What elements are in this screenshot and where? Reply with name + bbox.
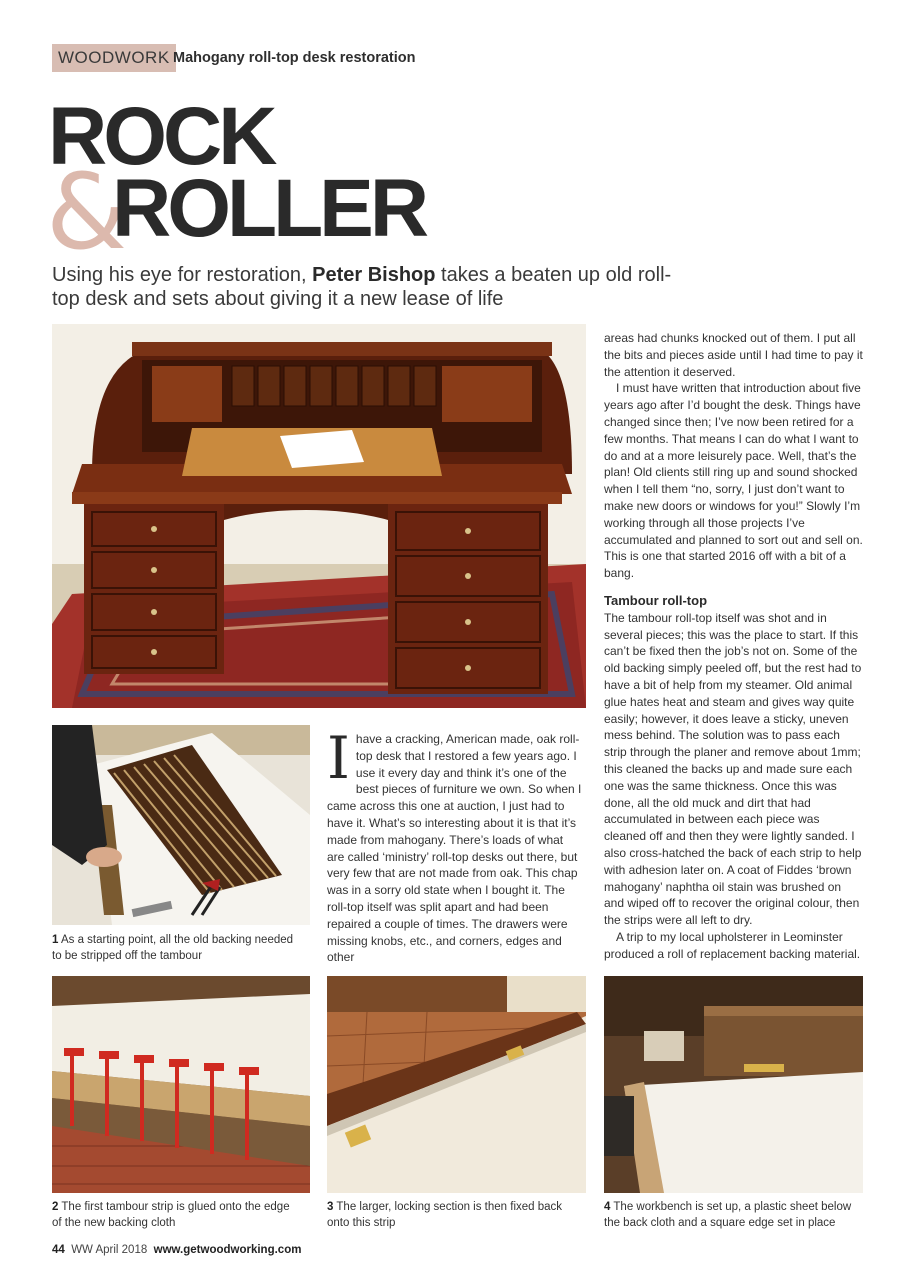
standfirst-after: takes a beaten up old roll-top desk and sets about giving it a new lease of life [52, 264, 672, 310]
photo-3-illustration [327, 976, 586, 1193]
headline-line-2: ROLLER [112, 163, 426, 254]
body-paragraph-1: areas had chunks knocked out of them. I put all the bits and pieces aside until I had time to pay it the attention it deserved. [604, 331, 863, 379]
standfirst-author: Peter Bishop [312, 264, 436, 286]
photo-1-illustration [52, 725, 310, 925]
caption-2-text: The first tambour strip is glued onto the edge of the new backing cloth [52, 1201, 290, 1229]
body-paragraph-4: A trip to my local upholsterer in Leominster produced a roll of replacement backing material. [604, 929, 861, 961]
caption-4-text: The workbench is set up, a plastic sheet below the back cloth and a square edge set in place [604, 1201, 852, 1229]
caption-3-text: The larger, locking section is then fixed back onto this strip [327, 1201, 563, 1229]
caption-3 [327, 1199, 577, 1231]
caption-2-number: 2 [52, 1201, 59, 1213]
page-footer [52, 1244, 301, 1256]
caption-2 [52, 1199, 302, 1231]
photo-1-tambour-strips [52, 725, 310, 925]
headline-line-1: ROCK [48, 91, 274, 182]
page-number: 44 [52, 1244, 65, 1256]
body-column-middle [327, 724, 582, 965]
section-tag: WOODWORK [52, 44, 176, 72]
photo-4-workbench [604, 976, 863, 1193]
body-column-right [604, 330, 864, 961]
caption-3-number: 3 [327, 1201, 334, 1213]
photo-2-gluing-strip [52, 976, 310, 1193]
standfirst-before: Using his eye for restoration, [52, 264, 313, 286]
website-url: www.getwoodworking.com [153, 1244, 302, 1256]
drop-cap: I [327, 724, 350, 792]
standfirst [52, 263, 692, 311]
headline-ampersand: & [46, 151, 128, 273]
caption-4 [604, 1199, 859, 1231]
caption-4-number: 4 [604, 1201, 611, 1213]
photo-3-locking-section [327, 976, 586, 1193]
desk-illustration [52, 324, 586, 708]
caption-1-number: 1 [52, 934, 59, 946]
caption-1 [52, 932, 302, 964]
body-intro-text: have a cracking, American made, oak roll-top desk that I restored a few years ago. I use it every day and think it’s one of the best pieces of furniture we own. So when I came across this one at auction, I just had to have it. What’s so interesting about it is that it’s made from mahogany. There’s loads of what are called ‘ministry’ roll-top desks out there, but very few that are not made from oak. This chap was in a sorry old state when I bought it. The roll-top itself was split apart and had been repaired a couple of times. The drawers were missing knobs, etc., and corners, edges and other [327, 732, 582, 965]
subhead-tambour: Tambour roll-top [604, 592, 708, 608]
caption-1-text: As a starting point, all the old backing needed to be stripped off the tambour [52, 934, 294, 962]
photo-4-illustration [604, 976, 863, 1193]
photo-2-illustration [52, 976, 310, 1193]
body-paragraph-2: I must have written that introduction about five years ago after I’d bought the desk. Things have changed since then; I’ve now been retired for a few months. That means I can do what I want to do and at a more leisurely pace. Well, that’s the plan! Old clients still ring up and sound shocked when I tell them “no, sorry, I just don’t want to make new doors or windows for you!” Slowly I’m working through all those projects I’ve accumulated and planned to sort out and sell on. This is one that started 2016 off with a bit of a bang. [604, 381, 863, 581]
body-paragraph-3: The tambour roll-top itself was shot and in several pieces; this was the place to start. If this can’t be fixed then the job’s not on. Some of the old backing simply peeled off, but the rest had to have a bit of help from my steamer. Old animal glue hates heat and steam and gives way quite easily; however, it does leave a sticky, uneven mess behind. The solution was to pass each strip through the planer and remove about 1mm; this cleaned the backs up and made sure each one was the same thickness. Once this was done, all the old muck and dirt that had accumulated in between each piece was cleaned off and then they were lightly sanded. I also cross-hatched the back of each strip to help with adhesion later on. A coat of Fiddes ‘brown mahogany’ naphtha oil stain was brushed on and wiped off to recover the original colour, then the strips were all left to dry. [604, 610, 862, 928]
main-desk-photo [52, 324, 586, 708]
issue-label: WW April 2018 [71, 1244, 148, 1256]
article-label: Mahogany roll-top desk restoration [173, 50, 416, 66]
